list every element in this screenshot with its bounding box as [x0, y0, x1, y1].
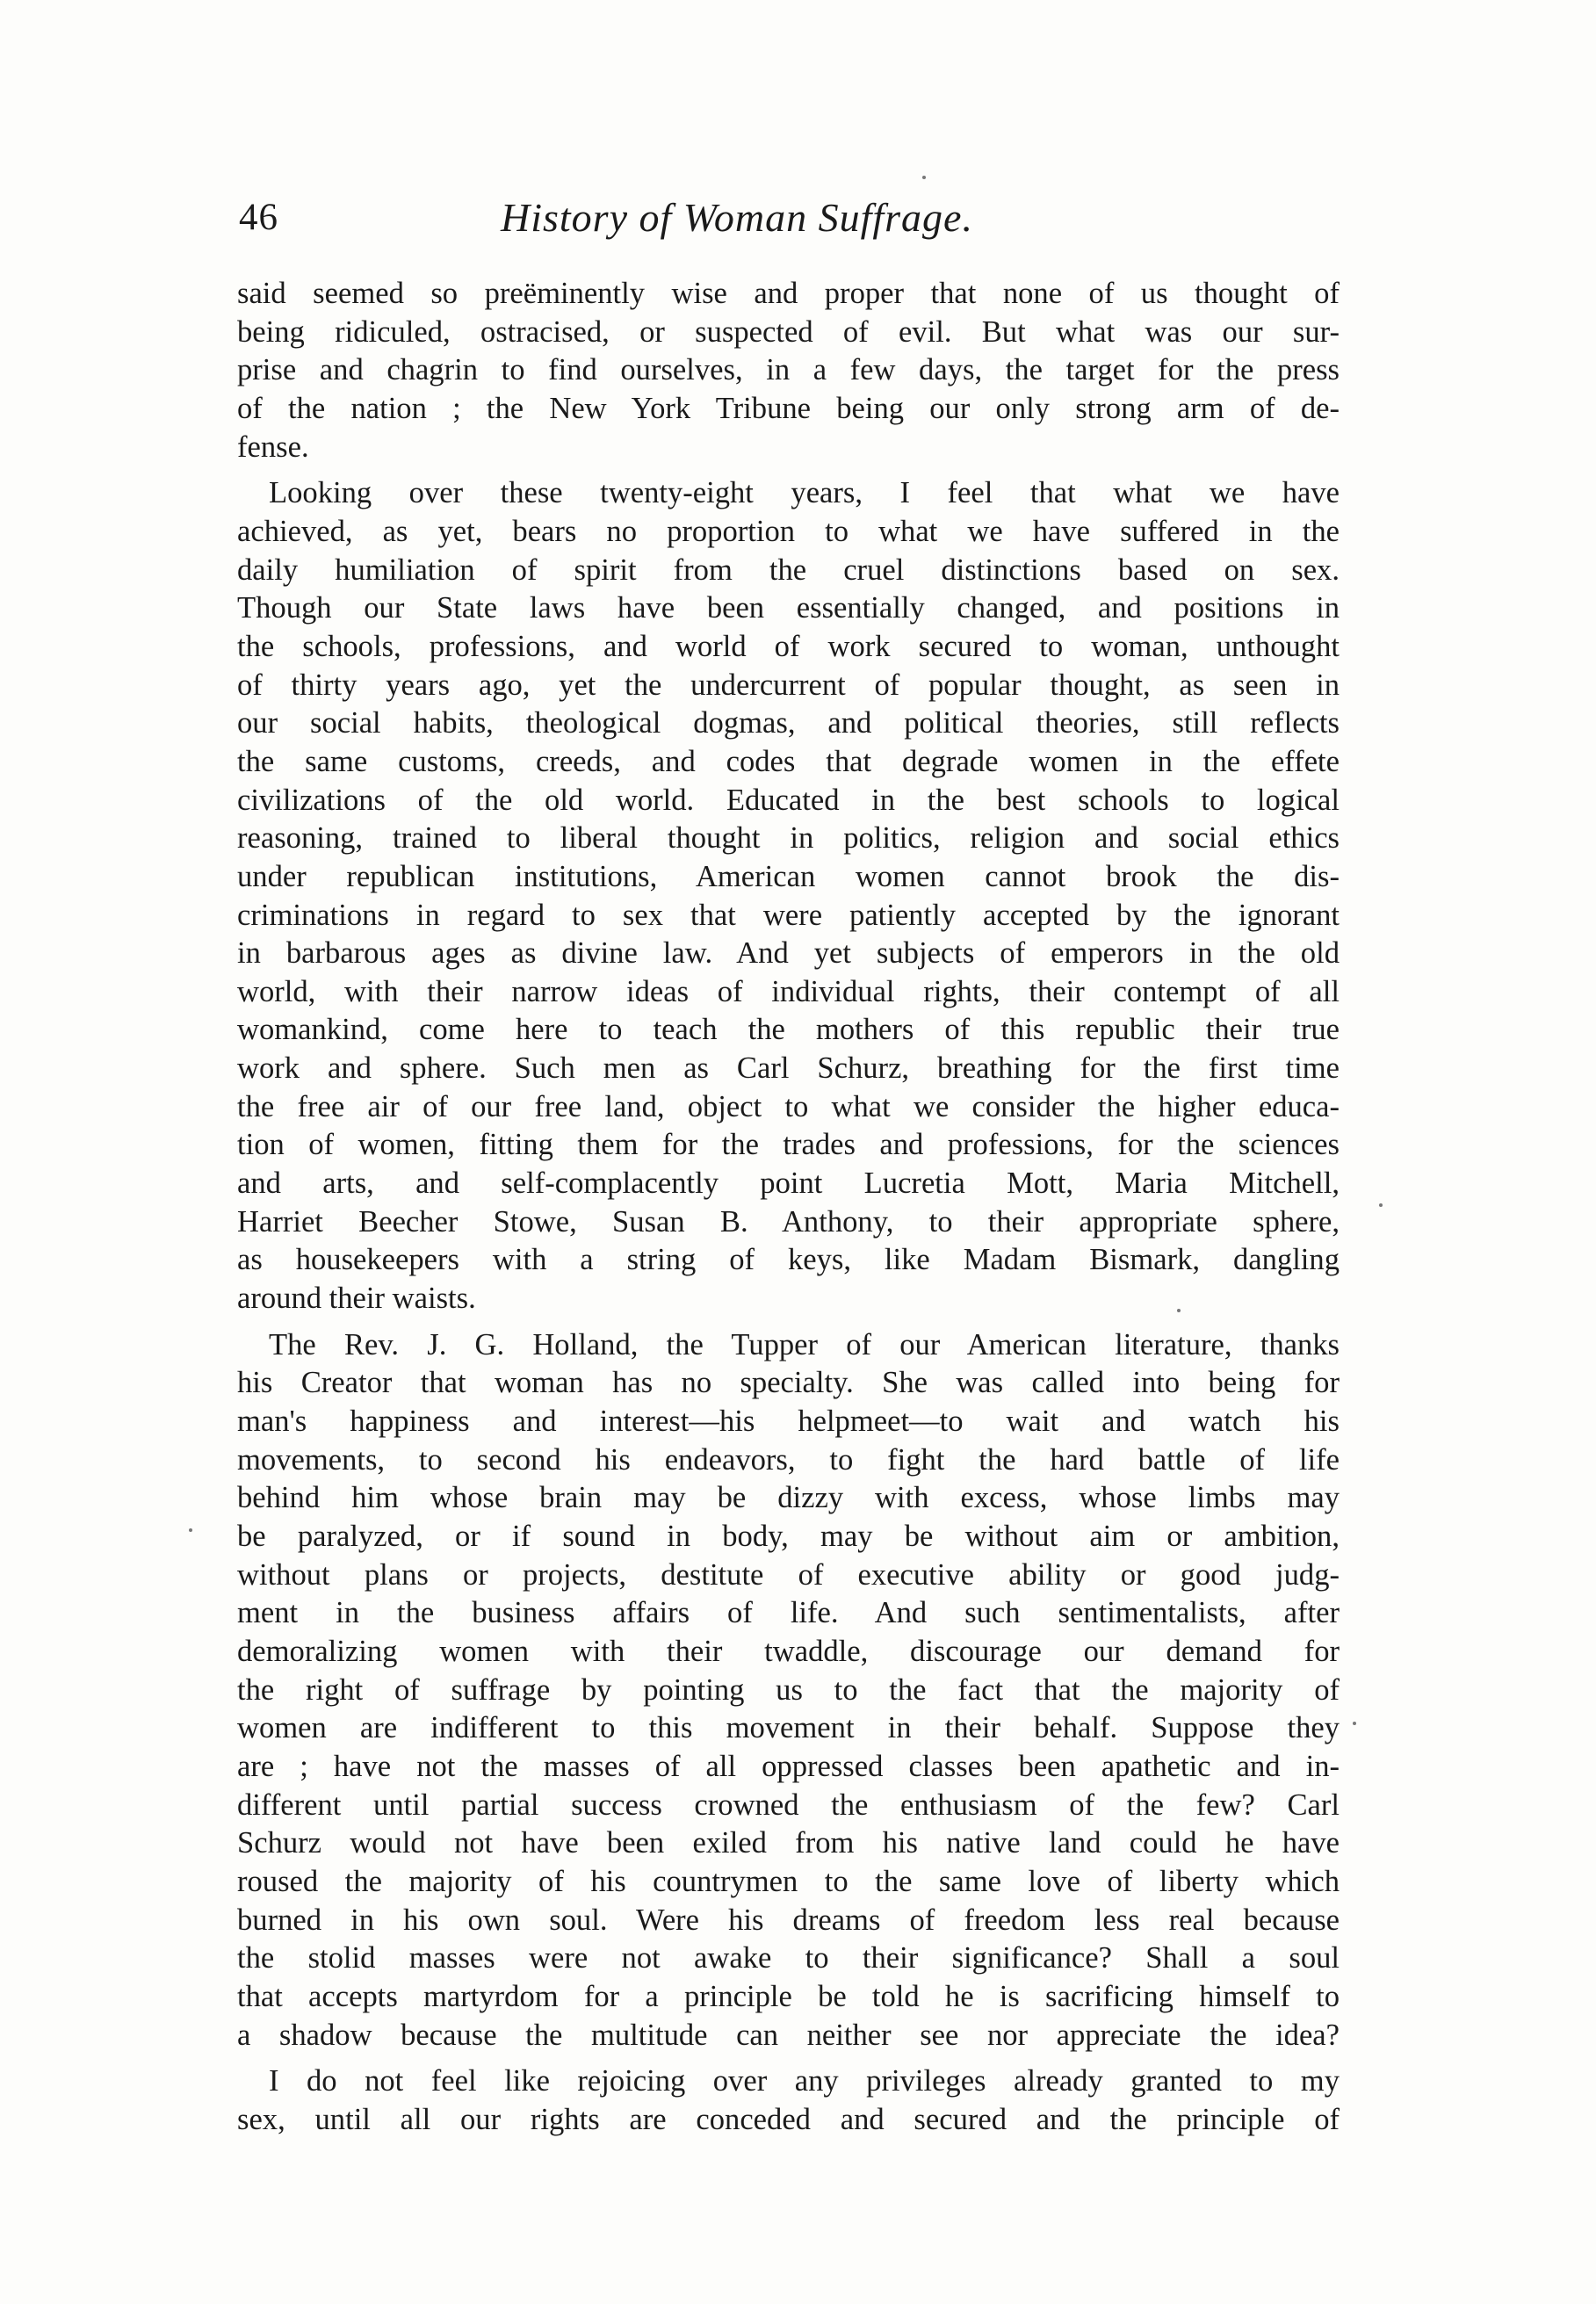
text-line: be paralyzed, or if sound in body, may be without aim or ambition,: [237, 1520, 1340, 1553]
paragraph-1: [237, 275, 1340, 466]
text-line: without plans or projects, destitute of executive ability or good judg-: [237, 1557, 1340, 1592]
text-line: Harriet Beecher Stowe, Susan B. Anthony, to their appropriate sphere,: [237, 1204, 1340, 1239]
text-line: womankind, come here to teach the mothers of this republic their true: [237, 1013, 1340, 1047]
text-line: the same customs, creeds, and codes that degrade women in the effete: [237, 744, 1340, 778]
text-line: the schools, professions, and world of work secured to woman, unthought: [237, 629, 1340, 663]
text-line: daily humiliation of spirit from the cruel distinctions based on sex.: [237, 553, 1340, 587]
text-line: women are indifferent to this movement in their behalf. Suppose they: [237, 1711, 1340, 1745]
text-line: roused the majority of his countrymen to the same love of liberty which: [237, 1864, 1340, 1898]
scan-speck: [1177, 1309, 1181, 1312]
text-line: reasoning, trained to liberal thought in politics, religion and social ethics: [237, 821, 1340, 856]
text-line: around their waists.: [237, 1282, 476, 1316]
text-line: said seemed so preëminently wise and proper that none of us thought of: [237, 277, 1340, 310]
text-line: criminations in regard to sex that were patiently accepted by the ignorant: [237, 898, 1340, 932]
text-line: different until partial success crowned the enthusiasm of the few? Carl: [237, 1788, 1340, 1822]
text-line: his Creator that woman has no specialty. She was called into being for: [237, 1366, 1340, 1400]
text-line: I do not feel like rejoicing over any privileges already granted to my: [269, 2064, 1340, 2098]
text-line: achieved, as yet, bears no proportion to what we have suffered in the: [237, 514, 1340, 548]
scan-speck: [922, 176, 926, 179]
text-line: movements, to second his endeavors, to fight the hard battle of life: [237, 1442, 1340, 1477]
text-line: world, with their narrow ideas of individual rights, their contempt of all: [237, 974, 1340, 1008]
text-line: fense.: [237, 430, 309, 464]
text-line: the stolid masses were not awake to their significance? Shall a soul: [237, 1941, 1340, 1975]
text-line: Looking over these twenty-eight years, I feel that what we have: [269, 476, 1340, 510]
scan-speck: [189, 1528, 192, 1532]
text-line: the right of suffrage by pointing us to the fact that the majority of: [237, 1672, 1340, 1707]
text-line: the free air of our free land, object to what we consider the higher educa-: [237, 1089, 1340, 1123]
text-line: The Rev. J. G. Holland, the Tupper of our American literature, thanks: [269, 1327, 1340, 1361]
text-line: in barbarous ages as divine law. And yet subjects of emperors in the old: [237, 936, 1340, 971]
text-line: work and sphere. Such men as Carl Schurz, breathing for the first time: [237, 1051, 1340, 1086]
page-number: 46: [239, 197, 278, 238]
text-line: ment in the business affairs of life. And such sentimentalists, after: [237, 1596, 1340, 1630]
text-line: that accepts martyrdom for a principle be told he is sacrificing himself to: [237, 1979, 1340, 2013]
text-line: tion of women, fitting them for the trades and professions, for the sciences: [237, 1128, 1340, 1162]
text-line: Though our State laws have been essentially changed, and positions in: [237, 591, 1340, 625]
text-line: our social habits, theological dogmas, and political theories, still reflects: [237, 706, 1340, 740]
text-line: man's happiness and interest—his helpmeet—to wait and watch his: [237, 1405, 1340, 1439]
text-line: civilizations of the old world. Educated in the best schools to logical: [237, 783, 1340, 817]
text-line: burned in his own soul. Were his dreams of freedom less real because: [237, 1903, 1340, 1937]
paragraph-3: [237, 1326, 1340, 2055]
running-title: History of Woman Suffrage.: [501, 195, 973, 240]
text-line: sex, until all our rights are conceded and secured and the principle of: [237, 2102, 1340, 2136]
scan-speck: [1379, 1203, 1383, 1207]
text-line: behind him whose brain may be dizzy with excess, whose limbs may: [237, 1481, 1340, 1515]
text-line: Schurz would not have been exiled from his native land could he have: [237, 1826, 1340, 1860]
paragraph-4: [237, 2062, 1340, 2139]
page-header: [239, 191, 1354, 253]
text-line: being ridiculed, ostracised, or suspected of evil. But what was our sur-: [237, 314, 1340, 349]
text-line: as housekeepers with a string of keys, like Madam Bismark, dangling: [237, 1243, 1340, 1277]
text-line: demoralizing women with their twaddle, discourage our demand for: [237, 1634, 1340, 1668]
text-line: a shadow because the multitude can neither see nor appreciate the idea?: [237, 2018, 1340, 2052]
text-line: prise and chagrin to find ourselves, in a few days, the target for the press: [237, 353, 1340, 387]
scan-speck: [1353, 1722, 1356, 1725]
text-line: of the nation ; the New York Tribune being our only strong arm of de-: [237, 391, 1340, 425]
text-line: of thirty years ago, yet the undercurrent of popular thought, as seen in: [237, 668, 1340, 702]
paragraph-2: [237, 474, 1340, 1318]
text-line: are ; have not the masses of all oppressed classes been apathetic and in-: [237, 1749, 1340, 1783]
body-text: [237, 275, 1340, 2140]
text-line: and arts, and self-complacently point Lucretia Mott, Maria Mitchell,: [237, 1166, 1340, 1201]
text-line: under republican institutions, American women cannot brook the dis-: [237, 859, 1340, 893]
